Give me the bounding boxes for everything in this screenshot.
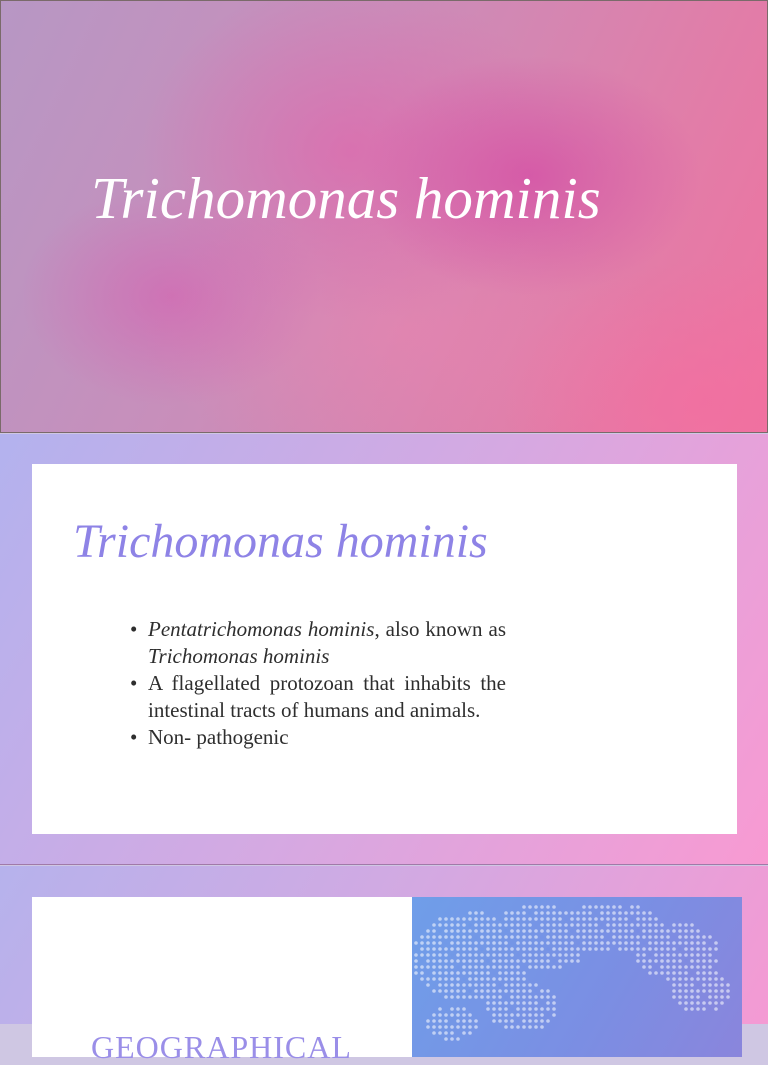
bullet-italic-text: Trichomonas hominis	[148, 644, 330, 668]
bullet-text: , also known as	[374, 617, 506, 641]
bullet-text: A flagellated protozoan that inhabits the intestinal tracts of humans and animals.	[148, 671, 506, 722]
content-card	[32, 464, 737, 834]
title-slide	[0, 0, 768, 433]
bullet-icon: •	[130, 671, 138, 695]
bullet-item	[130, 616, 506, 670]
geography-heading: GEOGRAPHICAL	[91, 1029, 352, 1065]
bullet-list	[130, 616, 506, 751]
bullet-item	[130, 724, 506, 751]
world-map-dotted-icon	[412, 897, 742, 1057]
bullet-item	[130, 670, 506, 724]
world-map-panel	[412, 897, 742, 1057]
geography-slide	[0, 866, 768, 1065]
bullet-icon: •	[130, 617, 138, 641]
bullet-italic-text: Pentatrichomonas hominis	[148, 617, 375, 641]
slide-heading: Trichomonas hominis	[73, 515, 488, 568]
bullet-text: Non- pathogenic	[148, 725, 289, 749]
content-slide	[0, 434, 768, 865]
geography-card	[32, 897, 412, 1065]
slide-title: Trichomonas hominis	[91, 165, 601, 231]
bullet-icon: •	[130, 725, 138, 749]
